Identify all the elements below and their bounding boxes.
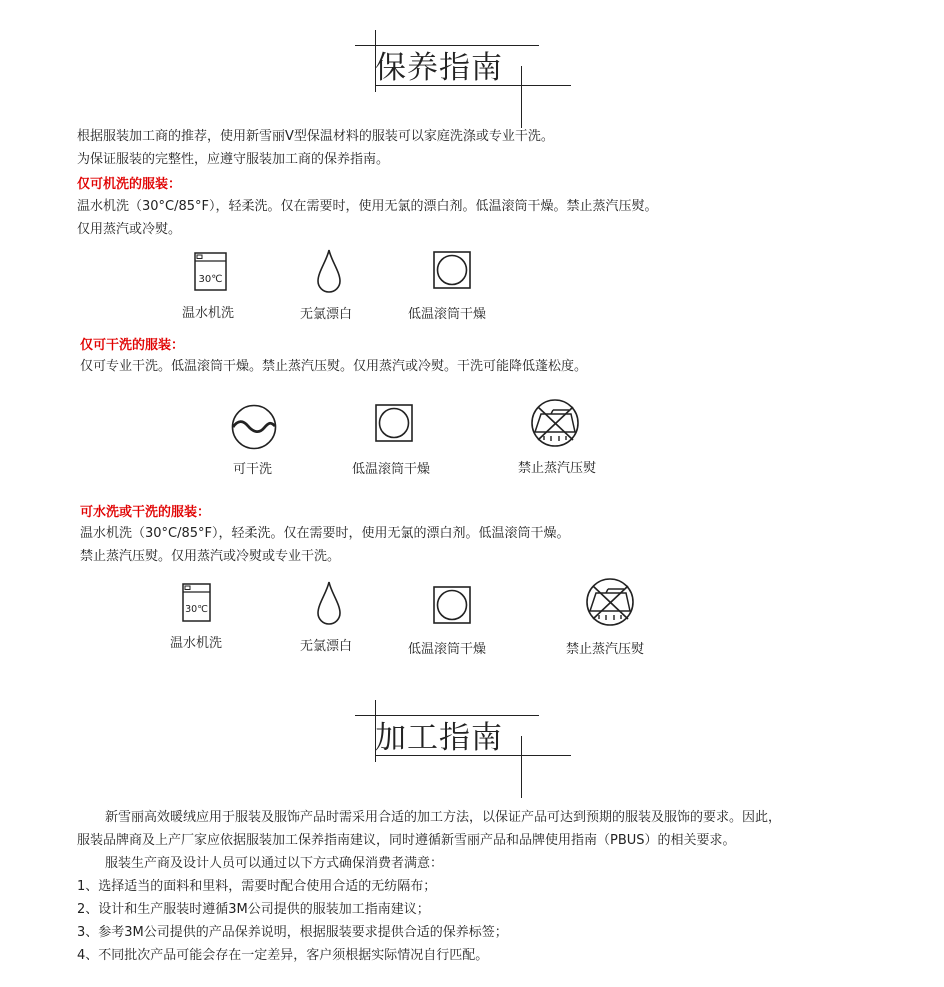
non-chlorine-bleach-icon bbox=[316, 580, 342, 626]
wash-temp-label: 30℃ bbox=[198, 274, 223, 285]
tumble-dry-low-icon bbox=[433, 251, 471, 289]
tumble-dry-low-icon bbox=[375, 404, 413, 442]
wash-or-dry-clean-line: 禁止蒸汽压熨。仅用蒸汽或冷熨或专业干洗。 bbox=[80, 549, 341, 564]
processing-lead: 服装生产商及设计人员可以通过以下方式确保消费者满意： bbox=[105, 856, 444, 871]
wash-or-dry-clean-heading: 可水洗或干洗的服装： bbox=[80, 505, 211, 520]
processing-list-item: 1、选择适当的面料和里料，需要时配合使用合适的无纺隔布； bbox=[77, 879, 437, 894]
icon-caption: 禁止蒸汽压熨 bbox=[518, 461, 597, 476]
dry-clean-heading: 仅可干洗的服装： bbox=[80, 338, 185, 353]
icon-caption: 低温滚筒干燥 bbox=[352, 462, 431, 477]
processing-paragraph-line: 服装品牌商及上产厂家应依据服装加工保养指南建议，同时遵循新雪丽产品和品牌使用指南（PBUS）的相关要求。 bbox=[77, 833, 736, 848]
no-steam-press-icon bbox=[529, 398, 581, 448]
non-chlorine-bleach-icon bbox=[316, 248, 342, 294]
no-steam-press-icon bbox=[584, 577, 636, 627]
wash-temp-label: 30℃ bbox=[185, 604, 208, 615]
warm-wash-icon bbox=[194, 252, 228, 292]
dry-clean-line: 仅可专业干洗。低温滚筒干燥。禁止蒸汽压熨。仅用蒸汽或冷熨。干洗可能降低蓬松度。 bbox=[80, 359, 588, 374]
warm-wash-icon bbox=[182, 583, 212, 623]
care-guide-title: 保养指南 bbox=[375, 50, 503, 86]
processing-paragraph-line: 新雪丽高效暖绒应用于服装及服饰产品时需采用合适的加工方法，以保证产品可达到预期的服装及服饰的要求。因此， bbox=[105, 810, 782, 825]
icon-caption: 禁止蒸汽压熨 bbox=[566, 642, 645, 657]
care-intro-line: 根据服装加工商的推荐，使用新雪丽V型保温材料的服装可以家庭洗涤或专业干洗。 bbox=[77, 129, 554, 144]
icon-caption: 温水机洗 bbox=[170, 636, 223, 651]
processing-guide-title: 加工指南 bbox=[375, 720, 503, 756]
title-line bbox=[521, 66, 522, 128]
icon-caption: 可干洗 bbox=[233, 462, 273, 477]
icon-caption: 低温滚筒干燥 bbox=[408, 307, 487, 322]
care-intro-line: 为保证服装的完整性，应遵守服装加工商的保养指南。 bbox=[77, 152, 390, 167]
icon-caption: 低温滚筒干燥 bbox=[408, 642, 487, 657]
tumble-dry-low-icon bbox=[433, 586, 471, 624]
processing-list-item: 3、参考3M公司提供的产品保养说明，根据服装要求提供合适的保养标签； bbox=[77, 925, 508, 940]
processing-list-item: 2、设计和生产服装时遵循3M公司提供的服装加工指南建议； bbox=[77, 902, 430, 917]
machine-wash-line: 温水机洗（30°C/85°F），轻柔洗。仅在需要时，使用无氯的漂白剂。低温滚筒干燥。禁止蒸汽压熨。 bbox=[77, 199, 658, 214]
machine-wash-line: 仅用蒸汽或冷熨。 bbox=[77, 222, 182, 237]
processing-guide-title-block bbox=[355, 700, 575, 780]
machine-wash-heading: 仅可机洗的服装： bbox=[77, 177, 182, 192]
wash-or-dry-clean-line: 温水机洗（30°C/85°F），轻柔洗。仅在需要时，使用无氯的漂白剂。低温滚筒干燥。 bbox=[80, 526, 570, 541]
icon-caption: 无氯漂白 bbox=[300, 639, 353, 654]
icon-caption: 温水机洗 bbox=[182, 306, 235, 321]
processing-list-item: 4、不同批次产品可能会存在一定差异，客户须根据实际情况自行匹配。 bbox=[77, 948, 489, 963]
dry-clean-icon bbox=[231, 404, 277, 450]
title-line bbox=[521, 736, 522, 798]
care-guide-title-block bbox=[355, 30, 575, 110]
icon-caption: 无氯漂白 bbox=[300, 307, 353, 322]
